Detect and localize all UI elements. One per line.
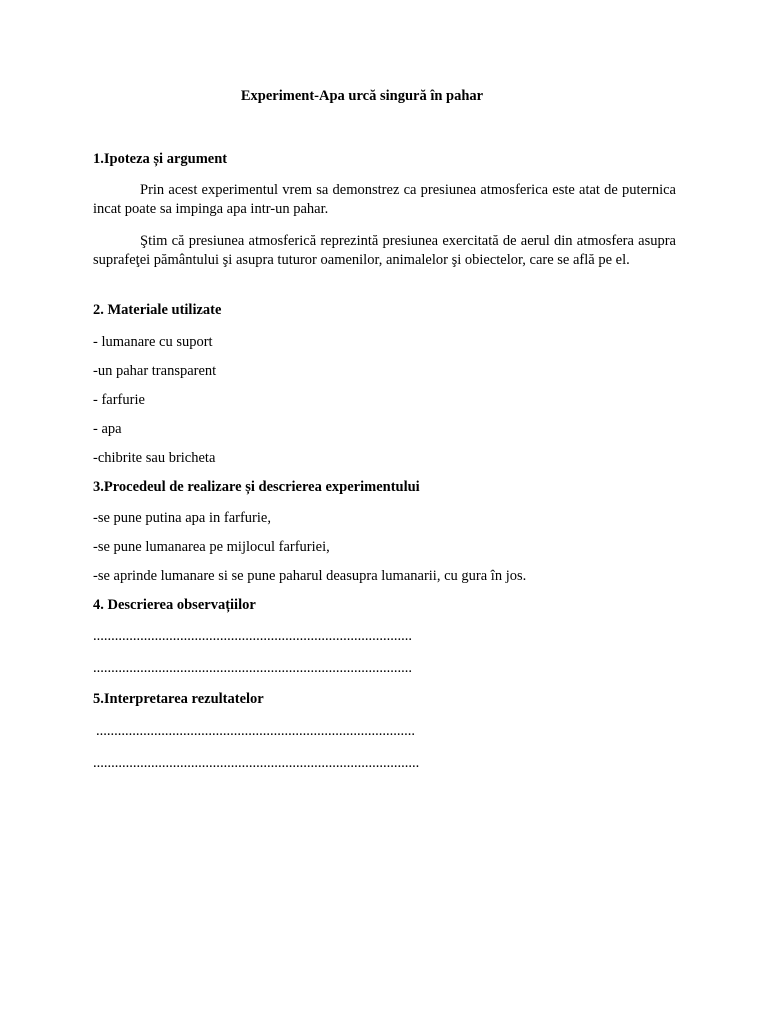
section-4-heading: 4. Descrierea observațiilor (93, 597, 256, 613)
interpretation-blank-line: .......................................................................................... (93, 755, 420, 771)
section-5-heading: 5.Interpretarea rezultatelor (93, 691, 264, 707)
section-1-paragraph-1-text: Prin acest experimentul vrem sa demonstrez ca presiunea atmosferica este atat de puternica incat poate sa impinga apa intr-un pahar. (93, 182, 676, 217)
section-1-paragraph-2 (93, 232, 676, 270)
section-1-paragraph-2-text: Ştim că presiunea atmosferică reprezintă presiunea exercitată de aerul din atmosfera asupra suprafeţei pământului şi asupra tuturor oamenilor, animalelor şi obiectelor, care se află pe el. (93, 233, 676, 268)
procedure-step: -se aprinde lumanare si se pune paharul deasupra lumanarii, cu gura în jos. (93, 568, 527, 584)
material-item: - lumanare cu suport (93, 334, 213, 350)
observation-blank-line: ........................................................................................ (93, 660, 412, 676)
procedure-step: -se pune lumanarea pe mijlocul farfuriei, (93, 539, 330, 555)
material-item: -un pahar transparent (93, 363, 217, 379)
material-item: - farfurie (93, 392, 145, 408)
section-3-heading: 3.Procedeul de realizare și descrierea experimentului (93, 479, 420, 495)
material-item: - apa (93, 421, 122, 437)
procedure-step: -se pune putina apa in farfurie, (93, 510, 271, 526)
section-1-paragraph-1 (93, 181, 676, 219)
interpretation-blank-line: ........................................................................................ (96, 723, 415, 739)
document-title: Experiment-Apa urcă singură în pahar (240, 88, 484, 104)
observation-blank-line: ........................................................................................ (93, 628, 412, 644)
section-2-heading: 2. Materiale utilizate (93, 302, 222, 318)
material-item: -chibrite sau bricheta (93, 450, 216, 466)
section-1-heading: 1.Ipoteza și argument (93, 151, 228, 167)
